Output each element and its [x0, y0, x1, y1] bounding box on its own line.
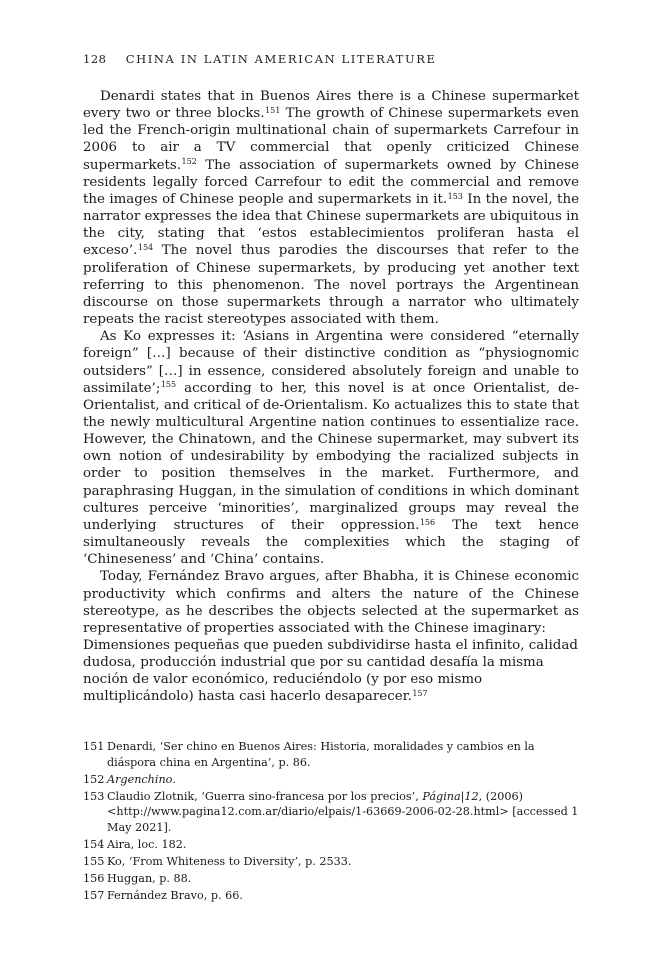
footnote-154	[83, 837, 583, 853]
paragraph-1-text-e: The novel thus parodies the discourses that refer to the proliferation of Chinese supermarkets, by producing yet another text referring to this phenomenon. The novel portrays the Argentinean discourse on those supermarkets through a narrator who ultimately repeats the racist stereotypes associated with them.	[83, 243, 579, 328]
footnote-italic-title: Argenchino	[107, 772, 173, 786]
paragraph-1-text-b: The growth of Chinese supermarkets even led the French-origin multinational chain of supermarkets Carrefour in 2006 to air a TV commercial that openly criticized Chinese supermarkets.	[83, 106, 579, 173]
paragraph-2	[83, 328, 579, 568]
footnote-ref-155[interactable]: 155	[160, 380, 177, 390]
footnote-number: 155	[83, 855, 105, 869]
paragraph-1	[83, 88, 579, 328]
footnote-text: Fernández Bravo, p. 66.	[107, 889, 243, 903]
footnote-text: Aira, loc. 182.	[107, 838, 187, 852]
footnote-ref-157[interactable]: 157	[412, 689, 428, 699]
footnote-text: Huggan, p. 88.	[107, 872, 192, 886]
footnote-number: 151	[83, 740, 105, 753]
footnote-ref-156[interactable]: 156	[419, 517, 436, 527]
running-title: CHINA IN LATIN AMERICAN LITERATURE	[125, 52, 437, 66]
footnote-number: 157	[83, 889, 105, 903]
footnote-151	[83, 739, 583, 770]
paragraph-2-text-a: As Ko expresses it: ‘Asians in Argentina were considered “eternally foreign” […] because of their distinctive condition as “physiognomic outsiders” […] in essence, considered absolutely foreign and unable to assimilate’;	[83, 329, 579, 396]
footnote-ref-153[interactable]: 153	[447, 191, 463, 201]
paragraph-1-text-c: The association of supermarkets owned by Chinese residents legally forced Carrefour to edit the commercial and remove the images of Chinese people and supermarkets in it.	[83, 157, 579, 207]
block-quote	[83, 637, 579, 706]
paragraph-1-text-a: Denardi states that in Buenos Aires there is a Chinese supermarket every two or three blocks.	[83, 89, 579, 122]
footnote-text-after: .	[172, 772, 176, 786]
footnote-italic-title: Página|12	[422, 789, 479, 803]
paragraph-2-text-c: The text hence simultaneously reveals the complexities which the staging of ‘Chineseness’ and ‘China’ contains.	[83, 517, 579, 568]
footnote-ref-154[interactable]: 154	[137, 243, 154, 253]
footnote-text-after[interactable]: , (2006) <http://www.pagina12.com.ar/diario/elpais/1-63669-2006-02-28.html> [accessed 1 May 2021].	[107, 789, 579, 834]
footnote-text	[107, 789, 583, 836]
paragraph-1-text-d: In the novel, the narrator expresses the idea that Chinese supermarkets are ubiquitous in the city, stating that ‘estos establecimientos proliferan hasta el exceso’.	[83, 191, 579, 259]
footnote-text: Denardi, ‘Ser chino en Buenos Aires: Historia, moralidades y cambios en la diáspora china en Argentina’, p. 86.	[107, 740, 535, 769]
main-text	[83, 88, 579, 706]
footnote-ref-152[interactable]: 152	[181, 157, 197, 167]
footnote-155	[83, 854, 583, 870]
footnotes	[83, 739, 583, 905]
footnote-153	[83, 789, 583, 836]
footnote-number: 153	[83, 789, 105, 803]
footnote-text-before: Claudio Zlotnik, ‘Guerra sino-francesa por los precios’,	[107, 789, 423, 803]
footnote-ref-151[interactable]: 151	[265, 105, 281, 115]
page-number: 128	[83, 52, 107, 66]
footnote-number: 154	[83, 838, 105, 852]
footnote-text	[107, 772, 583, 788]
paragraph-2-text-b: according to her, this novel is at once Orientalist, de-Orientalist, and critical of de-Orientalism. Ko actualizes this to state that the newly multicultural Argentine nation continues to essentialize race. However, the Chinatown, and the Chinese supermarket, may subvert its own notion of undesirability by embodying the racialized subjects in order to position themselves in the market. Furthermore, and paraphrasing Huggan, in the simulation of conditions in which dominant cultures perceive ‘minorities’, marginalized groups may reveal the underlying structures of their oppression.	[83, 380, 579, 533]
block-quote-text: Dimensiones pequeñas que pueden subdividirse hasta el infinito, calidad dudosa, producción industrial que por su cantidad desafía la misma noción de valor económico, reduciéndolo (y por eso mismo multiplicándolo) hasta casi hacerlo desaparecer.	[83, 638, 578, 705]
footnote-number: 156	[83, 872, 105, 886]
paragraph-3: Today, Fernández Bravo argues, after Bhabha, it is Chinese economic productivity which confirms and alters the nature of the Chinese stereotype, as he describes the objects selected at the supermarket as representative of properties associated with the Chinese imaginary:	[83, 569, 579, 636]
footnote-156	[83, 871, 583, 887]
running-header	[83, 52, 583, 66]
footnote-152	[83, 772, 583, 788]
footnote-157	[83, 888, 583, 904]
footnote-number: 152	[83, 772, 105, 786]
footnote-text: Ko, ‘From Whiteness to Diversity’, p. 2533.	[107, 855, 352, 869]
